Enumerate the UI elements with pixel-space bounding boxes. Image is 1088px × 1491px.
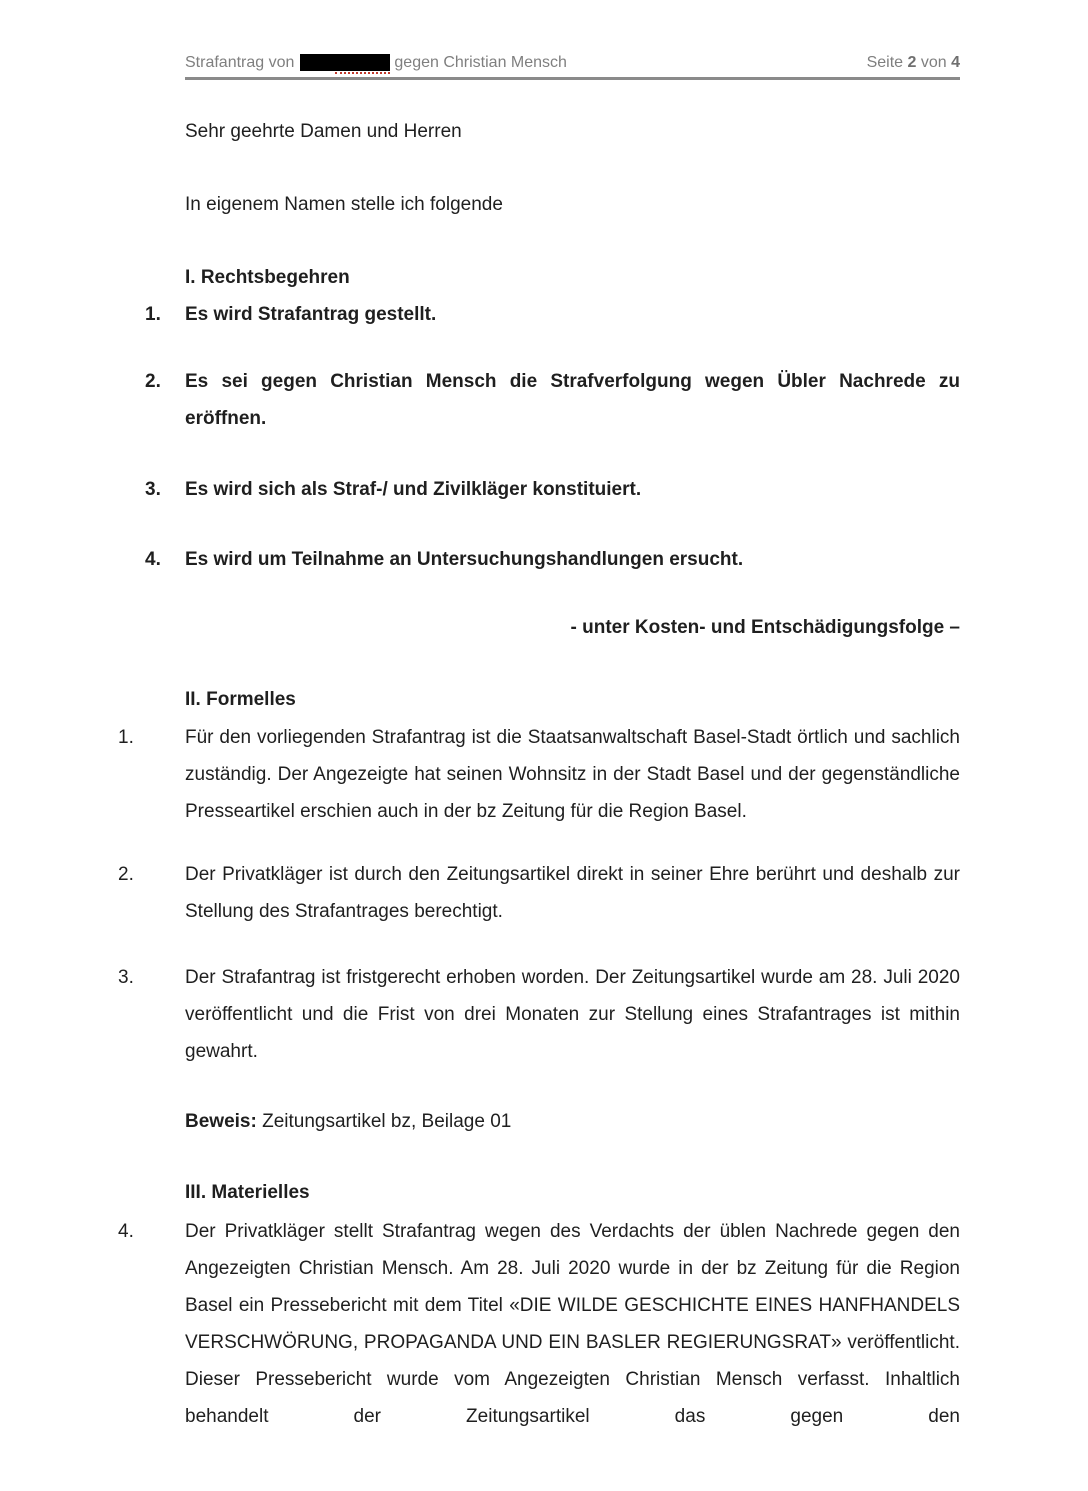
list-item-1-4 xyxy=(145,541,960,578)
section-1-title: I. Rechtsbegehren xyxy=(185,267,350,288)
list-item-2-3 xyxy=(118,959,960,1070)
page-number-of-word: von xyxy=(920,54,947,71)
evidence-label: Beweis: xyxy=(185,1111,257,1132)
redaction-box xyxy=(300,54,390,71)
list-item-text: Der Privatkläger stellt Strafantrag wegen des Verdachts der üblen Nachrede gegen den Angezeigten Christian Mensch. Am 28. Juli 2020 wurde in der bz Zeitung für die Region Basel ein Pressebericht mit dem Titel «DIE WILDE GESCHICHTE EINES HANFHANDELS VERSCHWÖRUNG, PROPAGANDA UND EIN BASLER REGIERUNGSRAT» veröffentlicht. Dieser Pressebericht wurde vom Angezeigten Christian Mensch verfasst. Inhaltlich behandelt der Zeitungsartikel das gegen den xyxy=(185,1221,960,1427)
evidence-text: Zeitungsartikel bz, Beilage 01 xyxy=(262,1111,512,1132)
list-item-text: Es wird sich als Straf-/ und Zivilkläger konstituiert. xyxy=(185,479,642,500)
list-item-number: 2. xyxy=(145,371,161,392)
list-item-1-1 xyxy=(145,296,960,333)
list-item-number: 4. xyxy=(118,1221,134,1242)
list-item-text: Der Strafantrag ist fristgerecht erhoben worden. Der Zeitungsartikel wurde am 28. Juli 2020 veröffentlicht und die Frist von drei Monaten zur Stellung eines Strafantrages ist mithin gewahrt. xyxy=(185,967,960,1062)
evidence-line xyxy=(185,1103,960,1140)
list-item-number: 3. xyxy=(145,479,161,500)
costs-clause: - unter Kosten- und Entschädigungsfolge – xyxy=(570,617,960,638)
list-item-number: 3. xyxy=(118,967,134,988)
list-item-text: Für den vorliegenden Strafantrag ist die Staatsanwaltschaft Basel-Stadt örtlich und sachlich zuständig. Der Angezeigte hat seinen Wohnsitz in der Stadt Basel und der gegenständliche Presseartikel erschien auch in der bz Zeitung für die Region Basel. xyxy=(185,727,960,822)
page-number-total: 4 xyxy=(951,54,960,71)
page-number xyxy=(867,53,960,73)
header-title xyxy=(185,53,567,73)
list-item-3-4 xyxy=(118,1213,960,1435)
page-number-current: 2 xyxy=(907,54,917,71)
list-item-text: Der Privatkläger ist durch den Zeitungsartikel direkt in seiner Ehre berührt und deshalb zur Stellung des Strafantrages berechtigt. xyxy=(185,864,960,922)
salutation: Sehr geehrte Damen und Herren xyxy=(185,121,462,142)
header-title-suffix: gegen Christian Mensch xyxy=(394,54,567,71)
page-number-word: Seite xyxy=(866,54,904,71)
list-item-number: 2. xyxy=(118,864,134,885)
list-item-text: Es sei gegen Christian Mensch die Strafverfolgung wegen Übler Nachrede zu eröffnen. xyxy=(185,371,960,429)
list-item-number: 4. xyxy=(145,549,161,570)
list-item-2-2 xyxy=(118,856,960,930)
list-item-text: Es wird Strafantrag gestellt. xyxy=(185,304,437,325)
section-2-title: II. Formelles xyxy=(185,689,296,710)
list-item-2-1 xyxy=(118,719,960,830)
list-item-1-3 xyxy=(145,471,960,508)
list-item-text: Es wird um Teilnahme an Untersuchungshandlungen ersucht. xyxy=(185,549,744,570)
list-item-1-2 xyxy=(145,363,960,437)
page-header xyxy=(185,53,960,80)
list-item-number: 1. xyxy=(145,304,161,325)
header-title-prefix: Strafantrag von xyxy=(185,54,295,71)
section-3-title: III. Materielles xyxy=(185,1182,310,1203)
list-item-number: 1. xyxy=(118,727,134,748)
intro-line: In eigenem Namen stelle ich folgende xyxy=(185,194,503,215)
